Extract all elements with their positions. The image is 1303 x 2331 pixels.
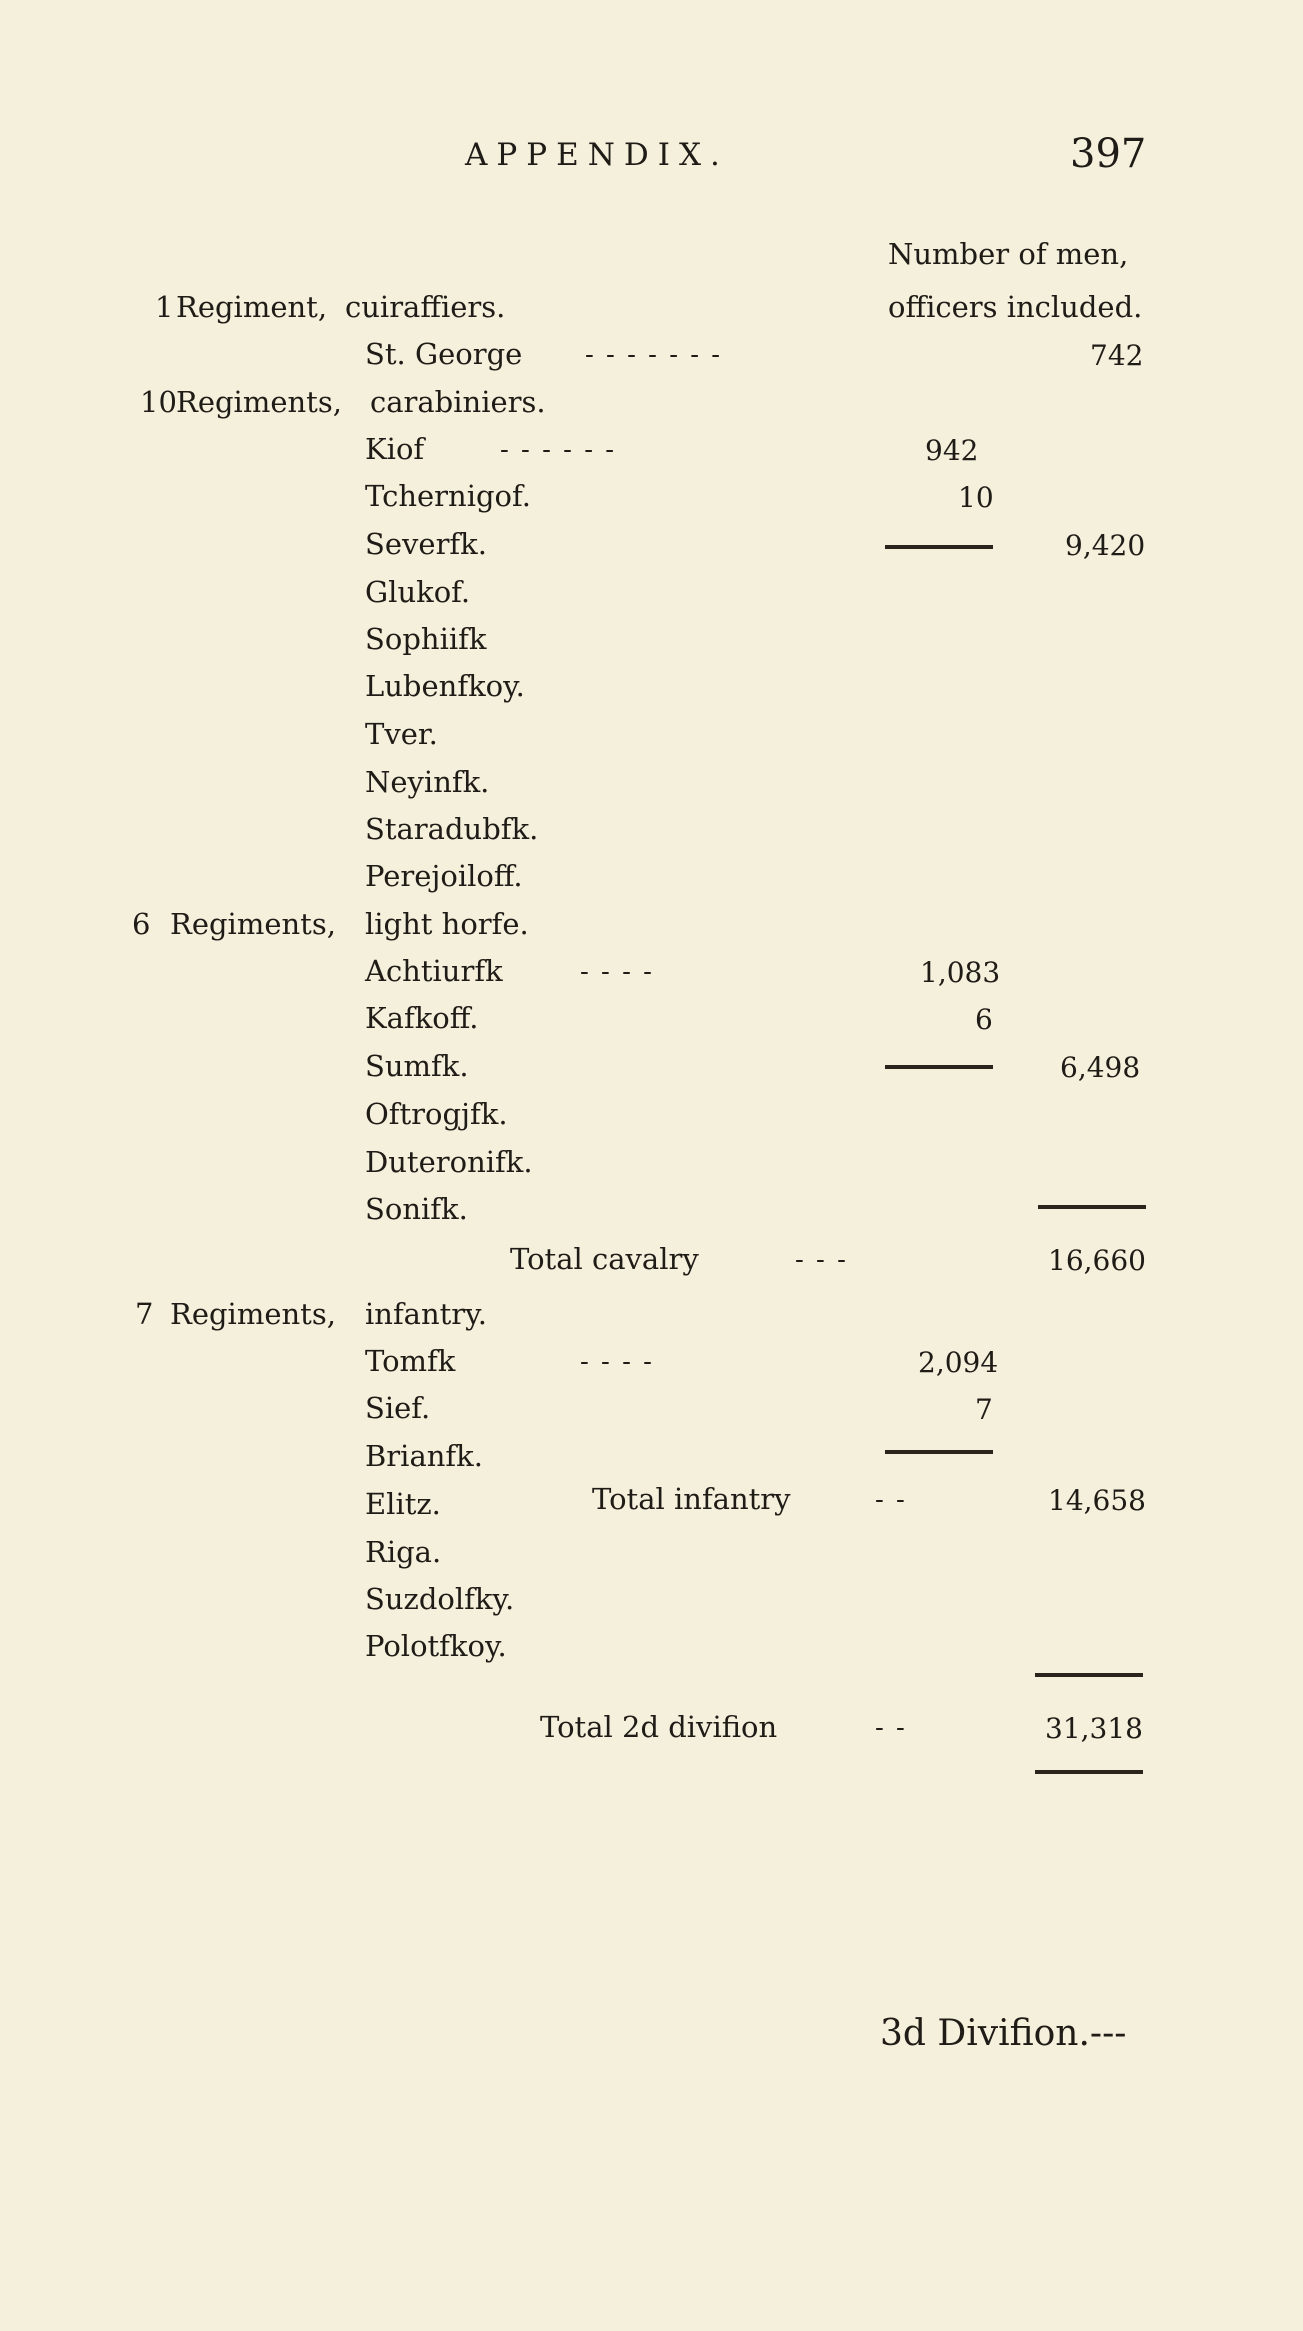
infantry-multiplier: 7 <box>975 1393 993 1426</box>
regiment-name: Achtiurfk <box>365 954 503 988</box>
light-horse-total: 6,498 <box>1060 1051 1141 1084</box>
regiment-name: Duteronifk. <box>365 1145 533 1179</box>
column-heading-line2: officers included. <box>888 290 1143 324</box>
cuirassiers-label: cuiraffiers. <box>345 290 506 324</box>
sum-rule <box>1038 1205 1146 1209</box>
regiment-name: Kiof <box>365 432 425 466</box>
sum-rule <box>1035 1770 1143 1774</box>
infantry-per-regiment: 2,094 <box>918 1346 999 1379</box>
dot-leader: - - - - <box>580 1347 654 1377</box>
dot-leader: - - - <box>795 1245 848 1275</box>
dot-leader: - - <box>875 1713 907 1743</box>
regiment-name: Elitz. <box>365 1487 441 1521</box>
regiment-name: Riga. <box>365 1535 442 1569</box>
sum-rule <box>885 1065 993 1069</box>
total-infantry-value: 14,658 <box>1048 1484 1146 1517</box>
carabiniers-type: Regiments, <box>176 385 342 419</box>
light-horse-label: light horfe. <box>365 907 529 941</box>
infantry-label: infantry. <box>365 1297 487 1331</box>
light-horse-per-regiment: 1,083 <box>920 956 1001 989</box>
carabiniers-count: 10 <box>140 385 177 419</box>
regiment-name: Sophiifk <box>365 622 487 656</box>
carabiniers-multiplier: 10 <box>958 481 994 514</box>
cuirassiers-count: 1 <box>155 290 174 324</box>
carabiniers-total: 9,420 <box>1065 529 1146 562</box>
regiment-name: Lubenfkoy. <box>365 669 525 703</box>
running-title: APPENDIX. <box>465 137 729 173</box>
regiment-name: Sief. <box>365 1391 431 1425</box>
sum-rule <box>885 545 993 549</box>
infantry-type: Regiments, <box>170 1297 336 1331</box>
regiment-name: Kafkoff. <box>365 1001 479 1035</box>
regiment-name: Tomfk <box>365 1344 456 1378</box>
total-division-label: Total 2d divifion <box>540 1710 778 1744</box>
regiment-name: Tchernigof. <box>365 479 531 513</box>
regiment-name: Suzdolfky. <box>365 1582 515 1616</box>
dot-leader: - - - - - - <box>500 435 617 465</box>
regiment-name: Oftrogjfk. <box>365 1097 508 1131</box>
light-horse-type: Regiments, <box>170 907 336 941</box>
dot-leader: - - - - <box>580 957 654 987</box>
cuirassiers-total: 742 <box>1090 339 1144 372</box>
column-heading-line1: Number of men, <box>888 237 1129 271</box>
cuirassiers-type: Regiment, <box>176 290 328 324</box>
catchword: 3d Divifion.--- <box>880 2013 1127 2054</box>
page-number: 397 <box>1070 131 1147 177</box>
regiment-name: Perejoiloff. <box>365 859 523 893</box>
sum-rule <box>1035 1673 1143 1677</box>
total-infantry-label: Total infantry <box>592 1482 791 1516</box>
dot-leader: - - <box>875 1485 907 1515</box>
total-division-value: 31,318 <box>1045 1712 1143 1745</box>
regiment-name: Glukof. <box>365 575 471 609</box>
regiment-name: Severfk. <box>365 527 487 561</box>
total-cavalry-label: Total cavalry <box>510 1242 699 1276</box>
total-cavalry-value: 16,660 <box>1048 1244 1146 1277</box>
regiment-name: Sonifk. <box>365 1192 468 1226</box>
carabiniers-per-regiment: 942 <box>925 434 979 467</box>
regiment-name: Polotfkoy. <box>365 1629 507 1663</box>
light-horse-multiplier: 6 <box>975 1003 993 1036</box>
regiment-name: Staradubfk. <box>365 812 539 846</box>
regiment-name: St. George <box>365 337 523 371</box>
regiment-name: Tver. <box>365 717 438 751</box>
dot-leader: - - - - - - - <box>585 340 723 370</box>
carabiniers-label: carabiniers. <box>370 385 546 419</box>
regiment-name: Sumfk. <box>365 1049 469 1083</box>
regiment-name: Brianfk. <box>365 1439 483 1473</box>
infantry-count: 7 <box>135 1297 154 1331</box>
light-horse-count: 6 <box>132 907 151 941</box>
sum-rule <box>885 1450 993 1454</box>
regiment-name: Neyinfk. <box>365 765 490 799</box>
